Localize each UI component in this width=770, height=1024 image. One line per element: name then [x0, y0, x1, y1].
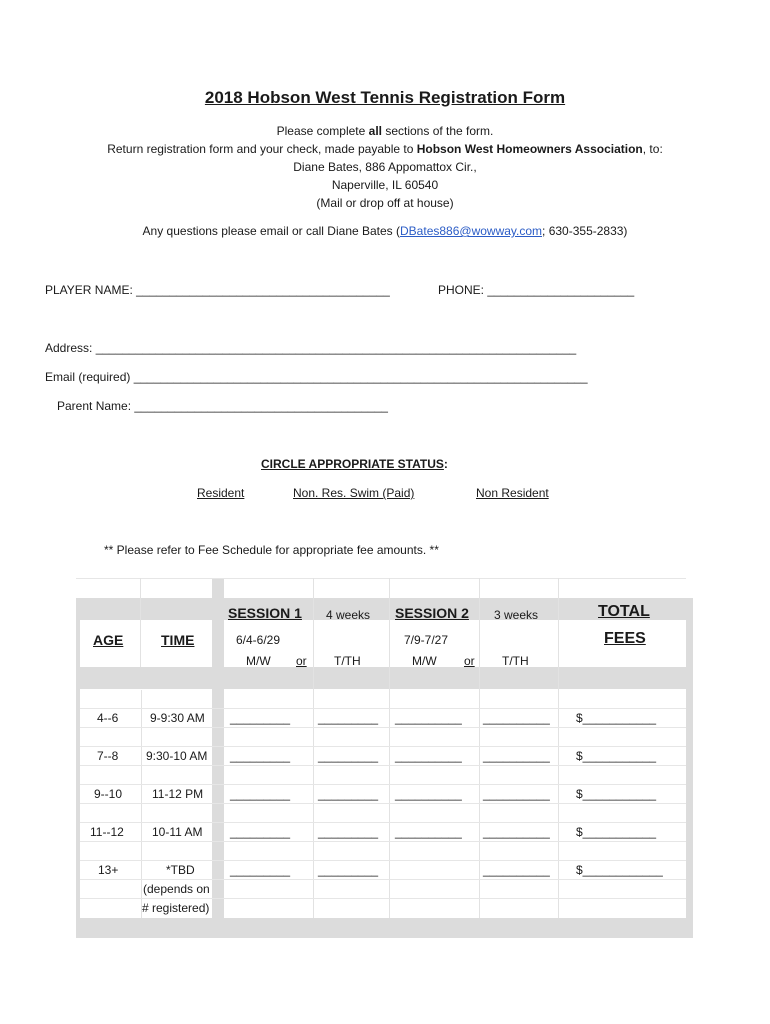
row-time: 9:30-10 AM	[146, 749, 208, 763]
age-header: AGE	[93, 632, 124, 648]
session1-tth: T/TH	[334, 654, 361, 668]
address-field[interactable]: Address: ________________________________________________________________________	[45, 341, 577, 355]
row-age: 7--8	[97, 749, 119, 763]
row-fee-blank[interactable]: $___________	[576, 711, 657, 725]
row-s1-mw-blank[interactable]: _________	[230, 787, 291, 801]
row-s2-mw-blank[interactable]: __________	[395, 711, 462, 725]
instruction-emphasis: all	[368, 124, 382, 138]
grid-h6	[80, 803, 686, 804]
row-s2-tth-blank[interactable]: __________	[483, 825, 550, 839]
row-age: 13+	[98, 863, 119, 877]
session1-or: or	[296, 654, 307, 668]
session2-dates: 7/9-7/27	[404, 633, 449, 647]
status-heading	[261, 457, 448, 471]
row-time: 9-9:30 AM	[150, 711, 205, 725]
row-fee-blank[interactable]: $____________	[576, 863, 663, 877]
row-s1-mw-blank[interactable]: _________	[230, 711, 291, 725]
session2-tth: T/TH	[502, 654, 529, 668]
grid-v4	[479, 578, 480, 918]
time-header: TIME	[161, 632, 195, 648]
row-s2-mw-blank[interactable]: __________	[395, 749, 462, 763]
instruction-text: , to:	[642, 142, 663, 156]
grid-v5	[558, 578, 559, 918]
row-s2-tth-blank[interactable]: __________	[483, 863, 550, 877]
questions-phone: ; 630-355-2833)	[542, 224, 628, 238]
payee-name: Hobson West Homeowners Association	[416, 142, 643, 156]
row-s1-tth-blank[interactable]: _________	[318, 749, 379, 763]
status-option-resident[interactable]: Resident	[197, 486, 245, 500]
bottom-shade	[76, 918, 693, 938]
row-s1-tth-blank[interactable]: _________	[318, 787, 379, 801]
grid-v2	[313, 578, 314, 918]
mail-address-line-2: Naperville, IL 60540	[331, 178, 439, 192]
row-s2-tth-blank[interactable]: __________	[483, 787, 550, 801]
row-s2-tth-blank[interactable]: __________	[483, 749, 550, 763]
instruction-line-1	[0, 124, 770, 138]
grid-h9	[80, 860, 686, 861]
grid-v1	[140, 578, 141, 667]
row-fee-blank[interactable]: $___________	[576, 787, 657, 801]
grid-h10	[80, 879, 686, 880]
session1-weeks: 4 weeks	[326, 608, 371, 622]
row-s1-mw-blank[interactable]: _________	[230, 749, 291, 763]
grid-h3	[80, 746, 686, 747]
row-fee-blank[interactable]: $___________	[576, 749, 657, 763]
grid-h2	[80, 727, 686, 728]
grid-v3	[389, 578, 390, 918]
session2-mw: M/W	[412, 654, 437, 668]
questions-line	[0, 224, 770, 238]
row-age: 4--6	[97, 711, 119, 725]
fee-schedule-note: ** Please refer to Fee Schedule for appropriate fee amounts. **	[104, 543, 439, 557]
session2-weeks: 3 weeks	[494, 608, 539, 622]
row-s2-mw-blank[interactable]: __________	[395, 825, 462, 839]
row-time-note-2: # registered)	[142, 901, 210, 915]
status-heading-text: CIRCLE APPROPRIATE STATUS	[261, 457, 444, 471]
session2-header: SESSION 2	[395, 605, 469, 621]
status-option-non-res-swim[interactable]: Non. Res. Swim (Paid)	[293, 486, 415, 500]
instruction-text: Please complete	[276, 124, 369, 138]
email-field[interactable]: Email (required) ____________________________________________________________________	[45, 370, 588, 384]
grid-h7	[80, 822, 686, 823]
row-age: 9--10	[94, 787, 123, 801]
total-header: TOTAL	[598, 603, 650, 620]
row-age: 11--12	[90, 825, 124, 839]
questions-text: Any questions please email or call Diane Bates (	[142, 224, 401, 238]
session1-dates: 6/4-6/29	[236, 633, 281, 647]
grid-h1	[80, 708, 686, 709]
row-s1-mw-blank[interactable]: _________	[230, 825, 291, 839]
fees-header: FEES	[604, 630, 646, 647]
grid-h4	[80, 765, 686, 766]
grid-h11	[80, 898, 686, 899]
fee-table	[76, 578, 693, 938]
grid-h8	[80, 841, 686, 842]
form-title: 2018 Hobson West Tennis Registration Form	[204, 88, 566, 107]
row-time: 10-11 AM	[152, 825, 203, 839]
mail-address-line-1: Diane Bates, 886 Appomattox Cir.,	[293, 160, 477, 174]
player-name-field[interactable]: PLAYER NAME: ______________________________________	[45, 283, 390, 297]
parent-name-field[interactable]: Parent Name: ______________________________________	[57, 399, 388, 413]
row-s2-mw-blank[interactable]: __________	[395, 787, 462, 801]
row-time-note-1: (depends on	[143, 882, 210, 896]
row-s1-tth-blank[interactable]: _________	[318, 825, 379, 839]
row-time: 11-12 PM	[152, 787, 204, 801]
row-time: *TBD	[166, 863, 195, 877]
row-s1-tth-blank[interactable]: _________	[318, 711, 379, 725]
phone-field[interactable]: PHONE: ______________________	[438, 283, 635, 297]
session1-header: SESSION 1	[228, 605, 302, 621]
row-s1-tth-blank[interactable]: _________	[318, 863, 379, 877]
email-link[interactable]: DBates886@wowway.com	[400, 224, 543, 238]
instruction-text: Return registration form and your check, made payable to	[107, 142, 417, 156]
row-s2-tth-blank[interactable]: __________	[483, 711, 550, 725]
session1-mw: M/W	[246, 654, 271, 668]
row-fee-blank[interactable]: $___________	[576, 825, 657, 839]
grid-h5	[80, 784, 686, 785]
session2-or: or	[464, 654, 475, 668]
mail-note: (Mail or drop off at house)	[316, 196, 454, 210]
status-option-non-resident[interactable]: Non Resident	[476, 486, 549, 500]
row-s1-mw-blank[interactable]: _________	[230, 863, 291, 877]
grid-v6	[141, 690, 142, 918]
status-heading-colon: :	[443, 457, 448, 471]
instruction-line-2	[0, 142, 770, 156]
right-border-shade	[686, 598, 693, 918]
instruction-text: sections of the form.	[382, 124, 494, 138]
